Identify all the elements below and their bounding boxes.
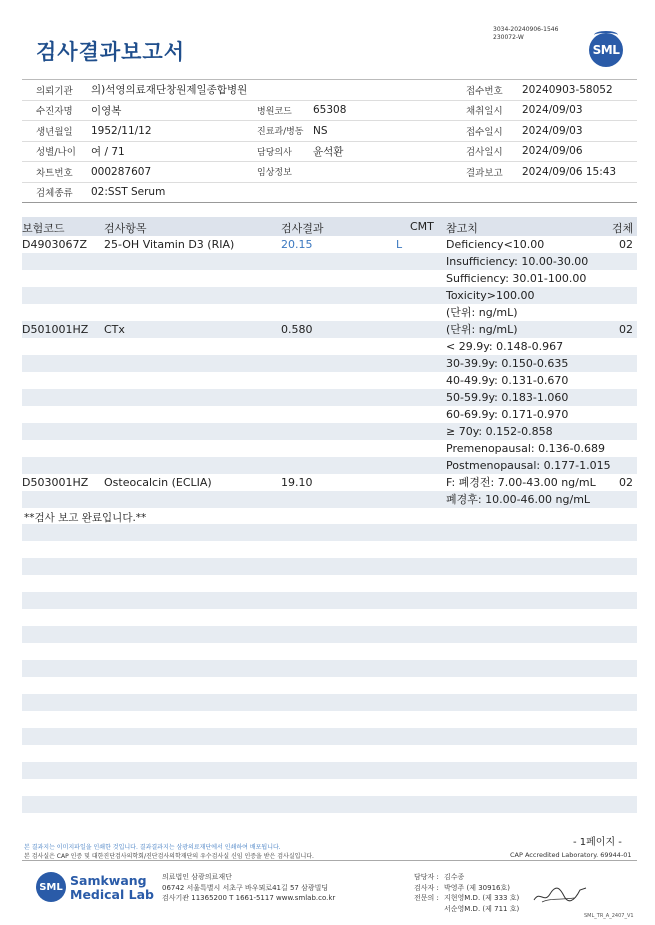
document-id-line: 230072-W xyxy=(493,34,524,41)
cap-accreditation: CAP Accredited Laboratory. 69944-01 xyxy=(510,851,632,859)
header-code: 보험코드 xyxy=(22,222,65,235)
info-row xyxy=(22,101,637,122)
result-reference: Insufficiency: 10.00-30.00 xyxy=(446,255,589,268)
info-value: 이영복 xyxy=(91,104,122,117)
table-row xyxy=(22,270,637,287)
info-label: 임상정보 xyxy=(257,168,292,179)
info-label: 차트번호 xyxy=(36,167,73,179)
blank-row xyxy=(22,779,637,796)
blank-row xyxy=(22,796,637,813)
address-line: 의료법인 삼광의료재단 xyxy=(162,873,232,881)
table-row xyxy=(22,491,637,508)
print-notice: 본 결과지는 이미지파일을 인쇄한 것입니다. 결과결과지는 삼광의료재단에서 인쇄하여 배포됩니다. xyxy=(24,844,281,851)
info-label: 생년월일 xyxy=(36,126,73,138)
patient-info-table xyxy=(22,79,637,203)
footer-divider xyxy=(22,860,637,861)
info-row xyxy=(22,162,637,183)
table-row xyxy=(22,236,637,253)
blank-row xyxy=(22,609,637,626)
result-code: D503001HZ xyxy=(22,476,89,489)
info-label: 진료과/병동 xyxy=(257,127,304,138)
blank-row xyxy=(22,541,637,558)
blank-row xyxy=(22,643,637,660)
info-value: 2024/09/06 15:43 xyxy=(522,165,617,178)
address-line: 06742 서울특별시 서초구 바우뫼로41길 57 삼광빌딩 xyxy=(162,883,329,892)
result-reference: 60-69.9y: 0.171-0.970 xyxy=(446,408,569,421)
staff-label: 전문의 : xyxy=(414,894,439,902)
info-label: 접수일시 xyxy=(466,126,503,138)
result-flag: L xyxy=(396,238,403,251)
info-label: 채취일시 xyxy=(466,106,503,118)
address-line: 검사기관 11365200 T 1661-5117 www.smlab.co.kr xyxy=(162,894,336,902)
staff-value: 김수종 xyxy=(444,873,465,881)
blank-row xyxy=(22,694,637,711)
result-code: D4903067Z xyxy=(22,238,87,251)
result-reference: (단위: ng/mL) xyxy=(446,323,518,336)
info-value: 2024/09/06 xyxy=(522,145,583,158)
staff-value: 서순영M.D. (제 711 호) xyxy=(444,904,520,913)
info-value: 2024/09/03 xyxy=(522,124,583,137)
result-reference: 폐경후: 10.00-46.00 ng/mL xyxy=(446,493,591,506)
info-value: 1952/11/12 xyxy=(91,124,152,137)
blank-row xyxy=(22,524,637,541)
blank-row xyxy=(22,575,637,592)
document-id xyxy=(493,26,558,42)
info-label: 검사일시 xyxy=(466,147,503,159)
info-label: 의뢰기관 xyxy=(36,85,73,97)
results-table-body xyxy=(22,236,637,508)
info-value: 20240903-58052 xyxy=(522,83,613,96)
info-value: 000287607 xyxy=(91,165,152,178)
footer-brand xyxy=(70,874,154,902)
info-label: 수진자명 xyxy=(36,106,73,118)
info-label: 접수번호 xyxy=(466,85,503,97)
info-value: 윤석환 xyxy=(313,145,344,158)
sml-logo: SML xyxy=(589,33,623,67)
blank-table-rows xyxy=(22,524,637,830)
result-value: 19.10 xyxy=(281,476,313,489)
blank-row xyxy=(22,745,637,762)
table-row xyxy=(22,389,637,406)
result-specimen: 02 xyxy=(619,476,633,489)
info-label: 병원코드 xyxy=(257,106,292,117)
result-value: 0.580 xyxy=(281,323,313,336)
result-reference: Toxicity>100.00 xyxy=(446,289,535,302)
info-row xyxy=(22,121,637,142)
table-row xyxy=(22,355,637,372)
info-row xyxy=(22,80,637,101)
table-row xyxy=(22,287,637,304)
blank-row xyxy=(22,677,637,694)
table-row xyxy=(22,440,637,457)
blank-row xyxy=(22,592,637,609)
page-title: 검사결과보고서 xyxy=(36,40,186,64)
result-reference: Postmenopausal: 0.177-1.015 xyxy=(446,459,611,472)
table-row xyxy=(22,253,637,270)
info-value: 02:SST Serum xyxy=(91,186,166,199)
blank-row xyxy=(22,813,637,830)
result-reference: F: 폐경전: 7.00-43.00 ng/mL xyxy=(446,476,596,489)
result-specimen: 02 xyxy=(619,238,633,251)
result-item: 25-OH Vitamin D3 (RIA) xyxy=(104,238,235,251)
table-row xyxy=(22,321,637,338)
form-code: SML_TR_A_2407_V1 xyxy=(584,913,634,919)
result-item: Osteocalcin (ECLIA) xyxy=(104,476,212,489)
result-specimen: 02 xyxy=(619,323,633,336)
brand-line: Medical Lab xyxy=(70,887,154,902)
result-reference: < 29.9y: 0.148-0.967 xyxy=(446,340,564,353)
info-value: 여 / 71 xyxy=(91,145,125,158)
info-label: 성별/나이 xyxy=(36,147,76,159)
brand-line: Samkwang xyxy=(70,873,147,888)
result-reference: Premenopausal: 0.136-0.689 xyxy=(446,442,606,455)
header-item: 검사항목 xyxy=(104,222,147,235)
footer-address xyxy=(162,872,335,904)
info-label: 검체종류 xyxy=(36,188,73,200)
blank-row xyxy=(22,626,637,643)
info-row xyxy=(22,142,637,163)
blank-row xyxy=(22,660,637,677)
staff-value: 지현영M.D. (제 333 호) xyxy=(444,894,520,902)
staff-value: 박영주 (제 30916호) xyxy=(444,883,510,892)
header-cmt: CMT xyxy=(410,220,434,233)
table-row xyxy=(22,372,637,389)
result-reference: 30-39.9y: 0.150-0.635 xyxy=(446,357,569,370)
result-reference: 40-49.9y: 0.131-0.670 xyxy=(446,374,569,387)
result-reference: (단위: ng/mL) xyxy=(446,306,518,319)
footer-staff xyxy=(414,872,519,914)
result-code: D501001HZ xyxy=(22,323,89,336)
info-value: NS xyxy=(313,124,328,137)
footer-sml-logo: SML xyxy=(36,872,66,902)
result-reference: Sufficiency: 30.01-100.00 xyxy=(446,272,587,285)
table-row xyxy=(22,474,637,491)
table-row xyxy=(22,304,637,321)
info-value: 65308 xyxy=(313,104,347,117)
table-row xyxy=(22,406,637,423)
signature-image xyxy=(530,880,590,910)
blank-row xyxy=(22,558,637,575)
blank-row xyxy=(22,728,637,745)
info-label: 담당의사 xyxy=(257,147,292,158)
result-item: CTx xyxy=(104,323,125,336)
staff-label: 검사자 : xyxy=(414,883,439,892)
header-specimen: 검체 xyxy=(612,222,634,235)
result-value: 20.15 xyxy=(281,238,313,251)
table-row xyxy=(22,457,637,474)
blank-row xyxy=(22,711,637,728)
report-complete-text: **검사 보고 완료입니다.** xyxy=(24,512,147,524)
table-row xyxy=(22,338,637,355)
page-number: - 1페이지 - xyxy=(573,837,622,848)
table-row xyxy=(22,423,637,440)
result-reference: 50-59.9y: 0.183-1.060 xyxy=(446,391,569,404)
blank-row xyxy=(22,762,637,779)
staff-label: 담당자 : xyxy=(414,873,439,881)
accreditation-notice: 본 검사실은 CAP 인증 및 대한진단검사의학회/진단검사의학재단의 우수검사실 신임 인증을 받은 검사실입니다. xyxy=(24,853,314,860)
info-label: 결과보고 xyxy=(466,167,503,179)
result-reference: Deficiency<10.00 xyxy=(446,238,545,251)
header-reference: 참고치 xyxy=(446,222,478,235)
document-id-line: 3034-20240906-1546 xyxy=(493,26,559,33)
result-reference: ≥ 70y: 0.152-0.858 xyxy=(446,425,553,438)
info-row xyxy=(22,183,637,204)
results-table-header xyxy=(22,217,637,236)
info-value: 의)석영의료재단창원제일종합병원 xyxy=(91,84,248,97)
info-value: 2024/09/03 xyxy=(522,104,583,117)
header-result: 검사결과 xyxy=(281,222,324,235)
